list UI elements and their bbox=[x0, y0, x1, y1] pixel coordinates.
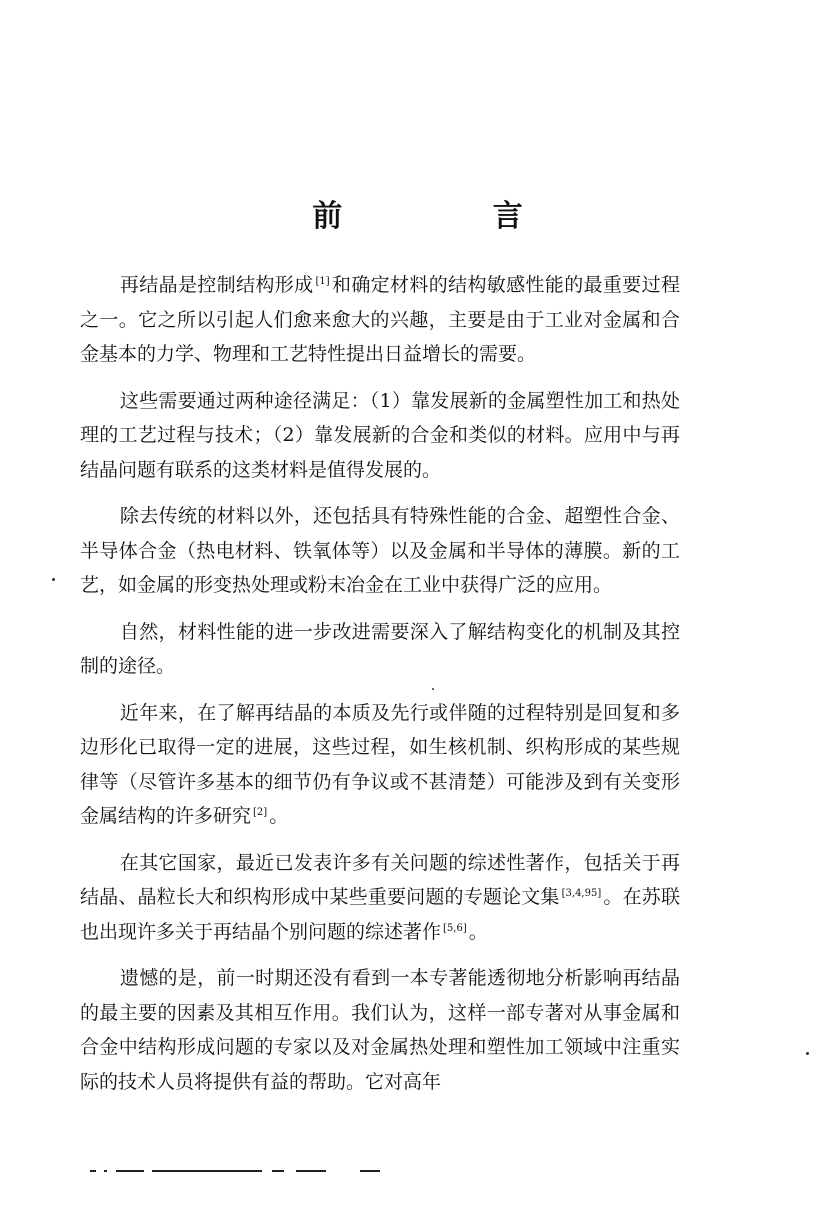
paragraph-text: 再结晶是控制结构形成 bbox=[119, 274, 314, 296]
body-text bbox=[80, 268, 680, 1099]
paragraph bbox=[80, 696, 680, 834]
citation-ref: [5,6] bbox=[443, 922, 467, 934]
scan-speck bbox=[52, 578, 55, 581]
scan-artifact-marks bbox=[90, 1168, 380, 1174]
paragraph-text: 这些需要通过两种途径满足：（1）靠发展新的金属塑性加工和热处理的工艺过程与技术；（2）靠发展新的合金和类似的材料。应用中与再结晶问题有联系的这类材料是值得发展的。 bbox=[80, 389, 680, 481]
paragraph bbox=[80, 268, 680, 372]
citation-ref: [2] bbox=[253, 807, 268, 818]
citation-ref: [1] bbox=[315, 276, 330, 287]
paragraph bbox=[80, 384, 680, 488]
paragraph-text: 。在苏联也出现许多关于再结晶个别问题的综述著作 bbox=[80, 886, 680, 943]
scan-speck bbox=[806, 1052, 809, 1055]
paragraph bbox=[80, 499, 680, 603]
page-title: 前 言 bbox=[312, 199, 593, 234]
paragraph-text: 和确定材料的结构敏感性能的最重要过程之一。它之所以引起人们愈来愈大的兴趣，主要是由于工业对金属和合金基本的力学、物理和工艺特性提出日益增长的需要。 bbox=[80, 274, 680, 365]
paragraph bbox=[80, 846, 680, 950]
paragraph-text: 近年来，在了解再结晶的本质及先行或伴随的过程特别是回复和多边形化已取得一定的进展，这些过程，如生核机制、织构形成的某些规律等（尽管许多基本的细节仍有争议或不甚清楚）可能涉及到有关变形金属结构的许多研究 bbox=[80, 701, 680, 827]
paragraph-text: 。 bbox=[468, 920, 488, 943]
paragraph-text: 。 bbox=[269, 805, 289, 827]
paragraph bbox=[80, 961, 680, 1099]
paragraph-text: 在其它国家，最近已发表许多有关问题的综述性著作，包括关于再结晶、晶粒长大和织构形成中某些重要问题的专题论文集 bbox=[80, 851, 680, 908]
paragraph-text: 除去传统的材料以外，还包括具有特殊性能的合金、超塑性合金、半导体合金（热电材料、铁氧体等）以及金属和半导体的薄膜。新的工艺，如金属的形变热处理或粉末冶金在工业中获得广泛的应用。 bbox=[80, 505, 680, 596]
paragraph bbox=[80, 615, 680, 684]
scan-speck bbox=[432, 688, 434, 690]
citation-ref: [3,4,95] bbox=[561, 888, 602, 899]
paragraph-text: 遗憾的是，前一时期还没有看到一本专著能透彻地分析影响再结晶的最主要的因素及其相互作用。我们认为，这样一部专著对从事金属和合金中结构形成问题的专家以及对金属热处理和塑性加工领域中注重实际的技术人员将提供有益的帮助。它对高年 bbox=[80, 967, 680, 1093]
paragraph-text: 自然，材料性能的进一步改进需要深入了解结构变化的机制及其控制的途径。 bbox=[80, 620, 680, 677]
